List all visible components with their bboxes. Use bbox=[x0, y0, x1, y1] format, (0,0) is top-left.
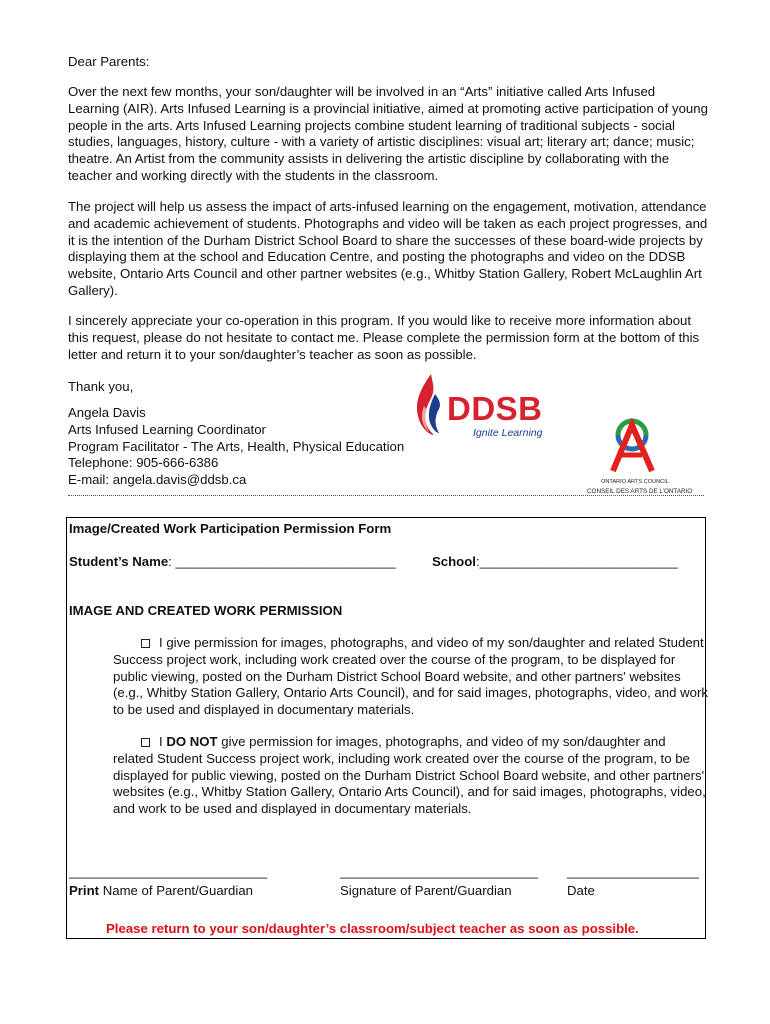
school-row bbox=[432, 554, 678, 571]
oac-emblem-icon bbox=[613, 421, 652, 471]
print-name-label bbox=[69, 883, 253, 900]
give-permission-checkbox[interactable] bbox=[141, 639, 150, 648]
permission-section-heading: IMAGE AND CREATED WORK PERMISSION bbox=[69, 603, 343, 618]
dotted-cut-line bbox=[68, 495, 704, 496]
closing: Thank you, bbox=[68, 379, 134, 394]
deny-permission-prefix: I bbox=[159, 734, 167, 749]
student-name-field[interactable]: : ______________________________ bbox=[168, 554, 396, 569]
letter-paragraph-2: The project will help us assess the impact of arts-infused learning on the engagement, motivation, attendance and academic achievement of students. Photographs and video will be taken as each project progresses, and it is the intention of the Durham District School Board to share the successes of these board-wide projects by displaying them at the school and Education Centre, and posting the photographs and video on the DDSB website, Ontario Arts Council and other partner websites (e.g., Whitby Station Gallery, Robert McLaughlin Art Gallery). bbox=[68, 199, 708, 298]
option-deny-permission bbox=[113, 734, 709, 818]
flame-icon bbox=[417, 374, 440, 435]
oac-logo bbox=[585, 405, 710, 497]
form-title: Image/Created Work Participation Permission Form bbox=[69, 521, 392, 536]
signature-block bbox=[68, 405, 404, 489]
ddsb-tagline: Ignite Learning bbox=[473, 427, 543, 439]
deny-permission-emphasis: DO NOT bbox=[166, 734, 218, 749]
date-label: Date bbox=[567, 883, 595, 898]
date-line[interactable]: __________________ bbox=[567, 864, 700, 879]
signature-label: Signature of Parent/Guardian bbox=[340, 883, 512, 898]
print-name-line[interactable]: ___________________________ bbox=[69, 864, 268, 879]
return-instruction: Please return to your son/daughter’s classroom/subject teacher as soon as possible. bbox=[106, 921, 639, 936]
salutation: Dear Parents: bbox=[68, 54, 150, 69]
give-permission-text: I give permission for images, photographs, and video of my son/daughter and related Student Success project work, including work created over the course of the program, to be displayed for public viewing, posted on the Durham District School Board website, and other partners' websites (e.g., Whitby Station Gallery, Ontario Arts Council), and for said images, photographs, video, and work to be used and displayed in documentary materials. bbox=[113, 635, 708, 718]
oac-name-fr: CONSEIL DES ARTS DE L’ONTARIO bbox=[587, 488, 693, 495]
deny-permission-text: give permission for images, photographs, and video of my son/daughter and related Student Success project work, including work created over the course of the program, to be displayed for public viewing, posted on the Durham District School Board website, and other partners' websites (e.g., Whitby Station Gallery, Ontario Arts Council), and for said images, photographs, video, and work to be used and displayed in documentary materials. bbox=[113, 734, 706, 817]
print-label-rest: Name of Parent/Guardian bbox=[99, 883, 253, 898]
permission-form bbox=[66, 517, 706, 939]
signer-title: Arts Infused Learning Coordinator bbox=[68, 421, 266, 437]
oac-name-en: ONTARIO ARTS COUNCIL bbox=[601, 479, 669, 485]
signer-email: E-mail: angela.davis@ddsb.ca bbox=[68, 472, 247, 488]
ddsb-wordmark: DDSB bbox=[447, 390, 543, 427]
signer-telephone: Telephone: 905-666-6386 bbox=[68, 455, 219, 471]
school-label: School bbox=[432, 554, 476, 569]
school-field[interactable]: :___________________________ bbox=[475, 554, 678, 569]
ddsb-logo bbox=[412, 372, 558, 442]
deny-permission-checkbox[interactable] bbox=[141, 738, 150, 747]
option-give-permission bbox=[113, 635, 709, 719]
signer-role: Program Facilitator - The Arts, Health, Physical Education bbox=[68, 438, 405, 454]
signer-name: Angela Davis bbox=[68, 405, 146, 420]
signature-line[interactable]: ___________________________ bbox=[340, 864, 539, 879]
student-name-row bbox=[69, 554, 396, 571]
letter-paragraph-1: Over the next few months, your son/daughter will be involved in an “Arts” initiative called Arts Infused Learning (AIR). Arts Infused Learning is a provincial initiative, aimed at promoting active participation of young people in the arts. Arts Infused Learning projects combine student learning of traditional subjects - social studies, languages, history, culture - with a variety of artistic disciplines: visual art; literary art; dance; music; theatre. An Artist from the community assists in delivering the artistic discipline by collaborating with the teacher and working directly with the students in the classroom. bbox=[68, 84, 708, 183]
print-label-bold: Print bbox=[69, 883, 100, 898]
letter-paragraph-3: I sincerely appreciate your co-operation in this program. If you would like to receive more information about this request, please do not hesitate to contact me. Please complete the permission form at the bottom of this letter and return it to your son/daughter’s teacher as soon as possible. bbox=[68, 313, 700, 362]
student-name-label: Student’s Name bbox=[69, 554, 169, 569]
